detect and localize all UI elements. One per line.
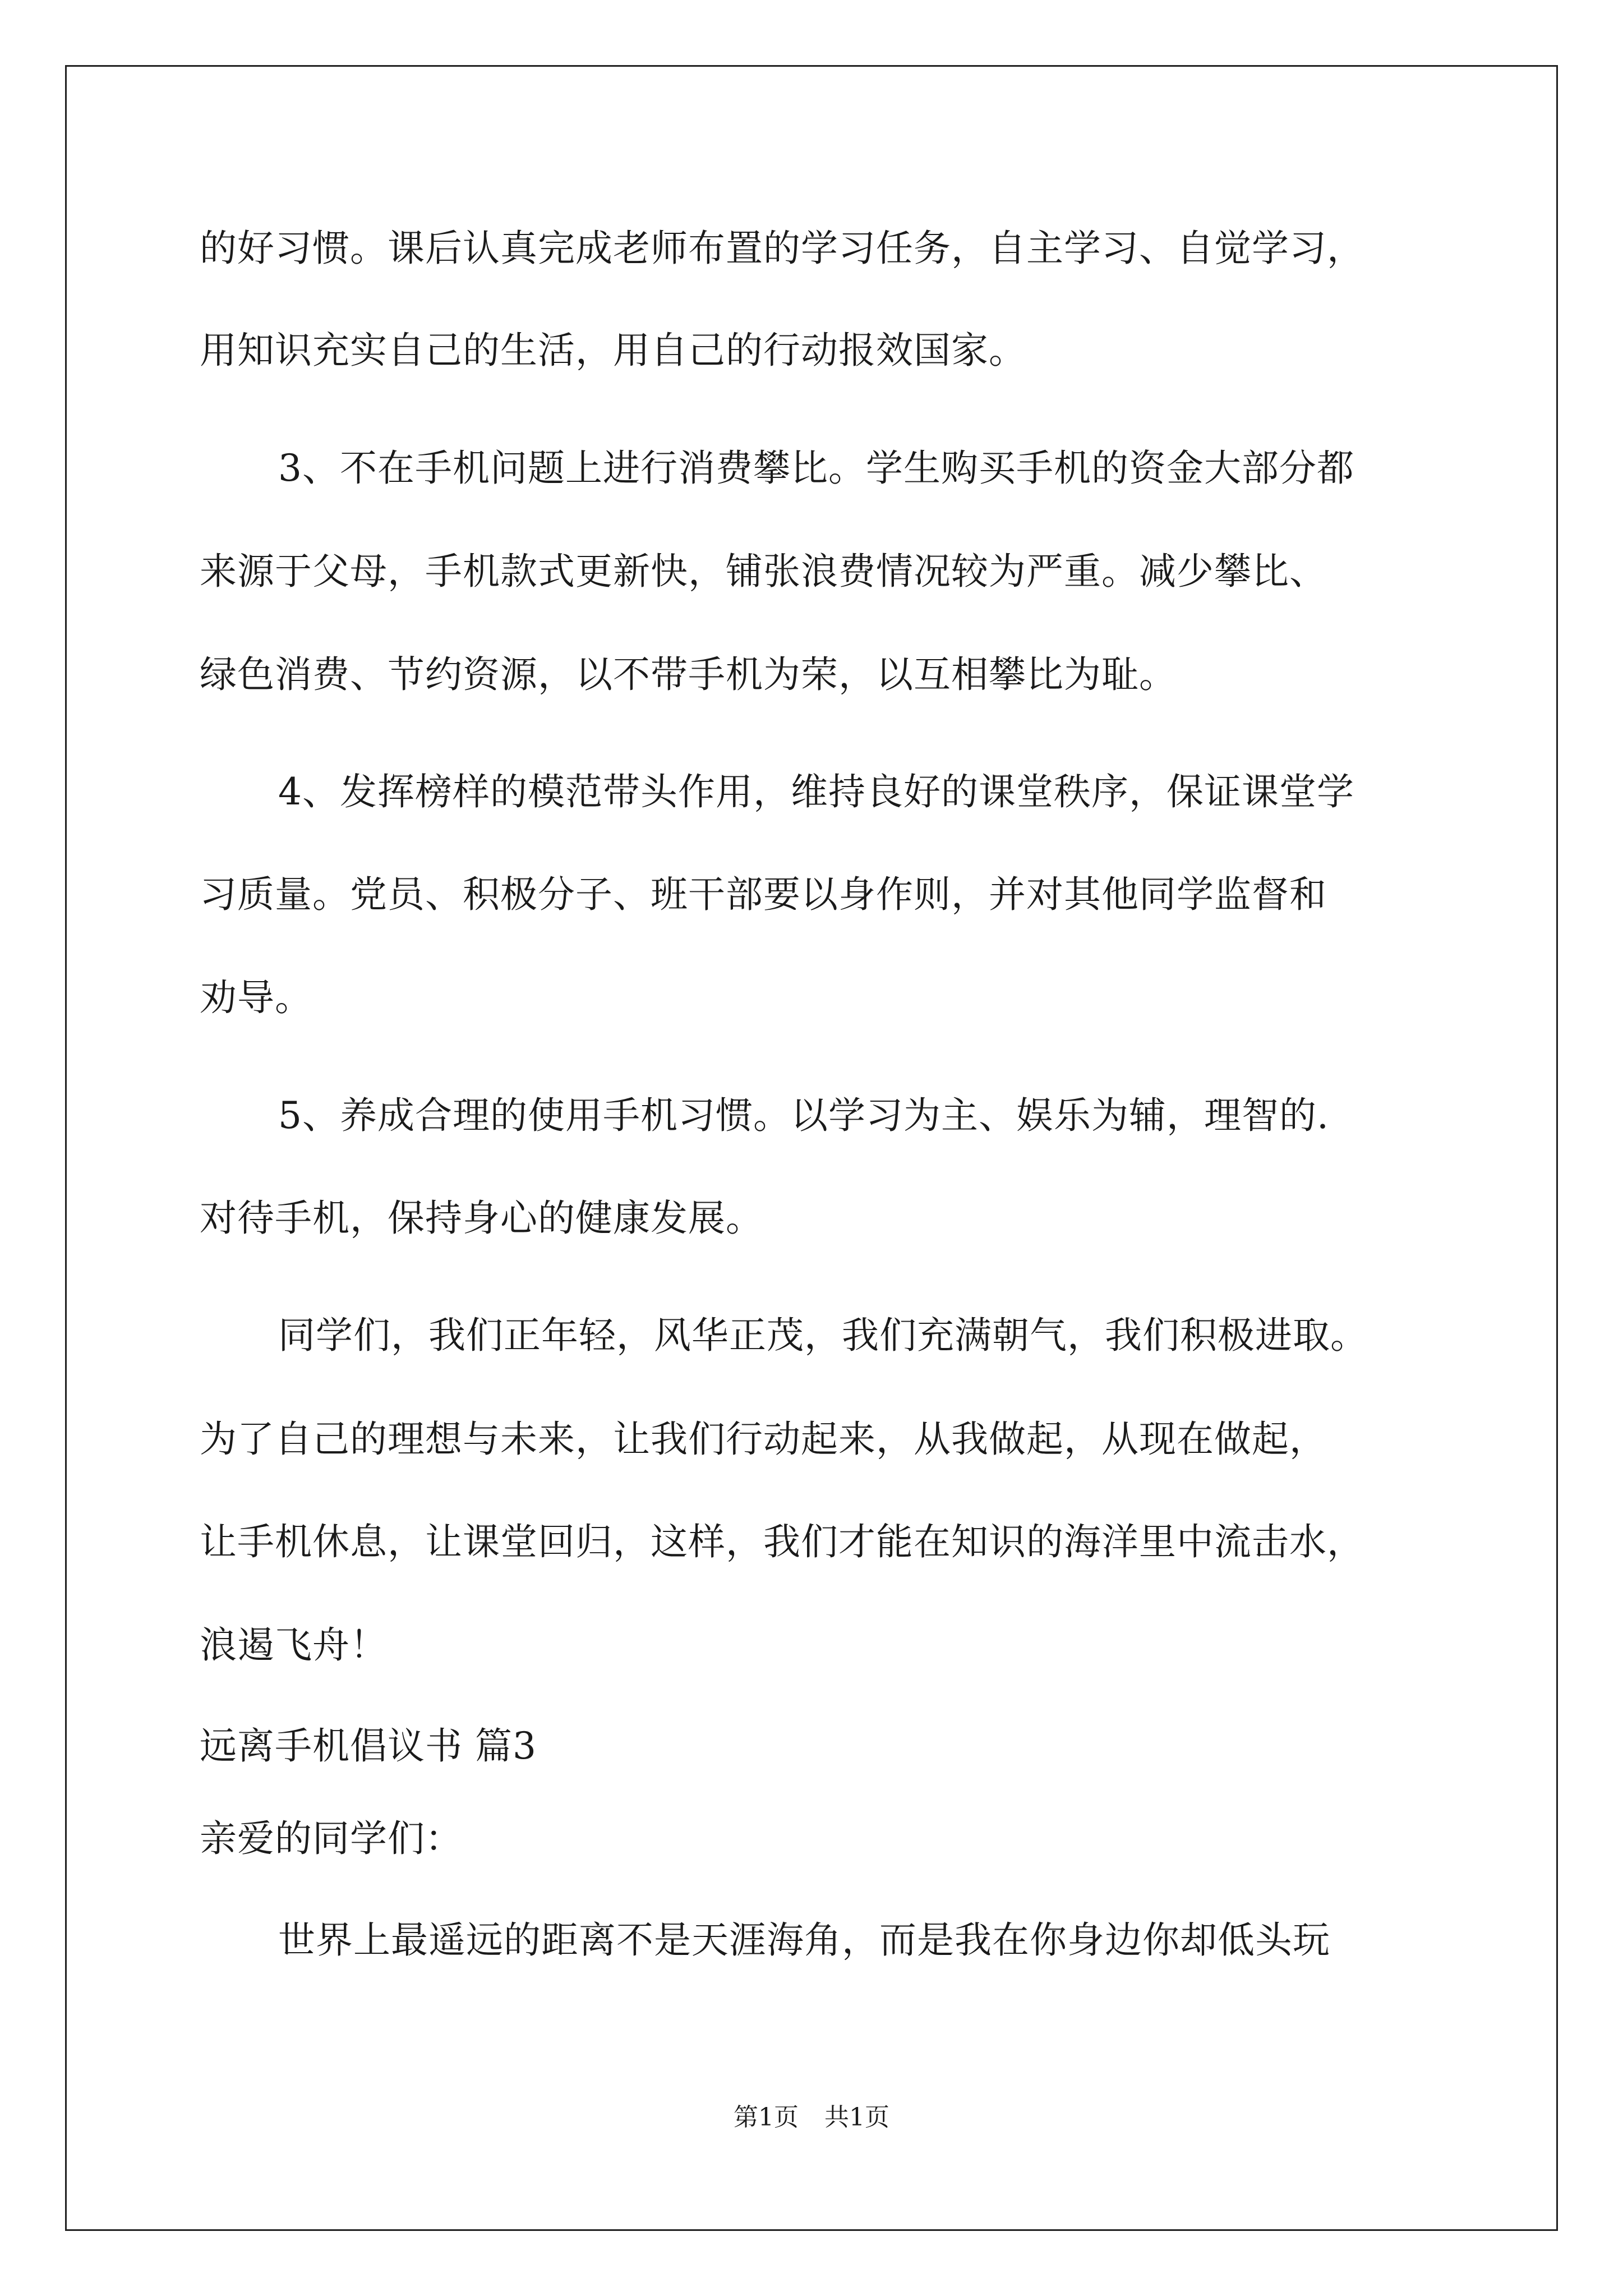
body-text-line: 来源于父母，手机款式更新快，铺张浪费情况较为严重。减少攀比、 — [200, 550, 1327, 593]
body-text-line: 3、不在手机问题上进行消费攀比。学生购买手机的资金大部分都 — [278, 447, 1354, 490]
body-text-line: 绿色消费、节约资源，以不带手机为荣，以互相攀比为耻。 — [200, 653, 1177, 696]
body-text-line: 习质量。党员、积极分子、班干部要以身作则，并对其他同学监督和 — [200, 873, 1327, 916]
page-total: 共1页 — [824, 2103, 889, 2132]
body-text-line: 用知识充实自己的生活，用自己的行动报效国家。 — [200, 329, 1026, 372]
body-text-line: 5、养成合理的使用手机习惯。以学习为主、娱乐为辅，理智的. — [278, 1094, 1329, 1137]
body-text-line: 劝导。 — [200, 976, 312, 1019]
page-number: 第1页 — [734, 2103, 799, 2132]
body-text-line: 为了自己的理想与未来，让我们行动起来，从我做起，从现在做起， — [200, 1418, 1327, 1461]
body-text-line: 的好习惯。课后认真完成老师布置的学习任务，自主学习、自觉学习， — [200, 227, 1364, 270]
body-text-line: 同学们，我们正年轻，风华正茂，我们充满朝气，我们积极进取。 — [278, 1314, 1368, 1357]
body-text-line: 4、发挥榜样的模范带头作用，维持良好的课堂秩序，保证课堂学 — [278, 770, 1354, 813]
section-heading: 远离手机倡议书 篇3 — [200, 1724, 537, 1768]
salutation: 亲爱的同学们： — [200, 1817, 463, 1860]
body-text-line: 让手机休息，让课堂回归，这样，我们才能在知识的海洋里中流击水， — [200, 1520, 1364, 1563]
page-frame — [65, 65, 1558, 2231]
page-footer — [0, 2101, 1623, 2134]
body-text-line: 对待手机，保持身心的健康发展。 — [200, 1197, 763, 1240]
body-text-line: 世界上最遥远的距离不是天涯海角，而是我在你身边你却低头玩 — [278, 1918, 1330, 1962]
body-text-line: 浪遏飞舟！ — [200, 1623, 388, 1667]
